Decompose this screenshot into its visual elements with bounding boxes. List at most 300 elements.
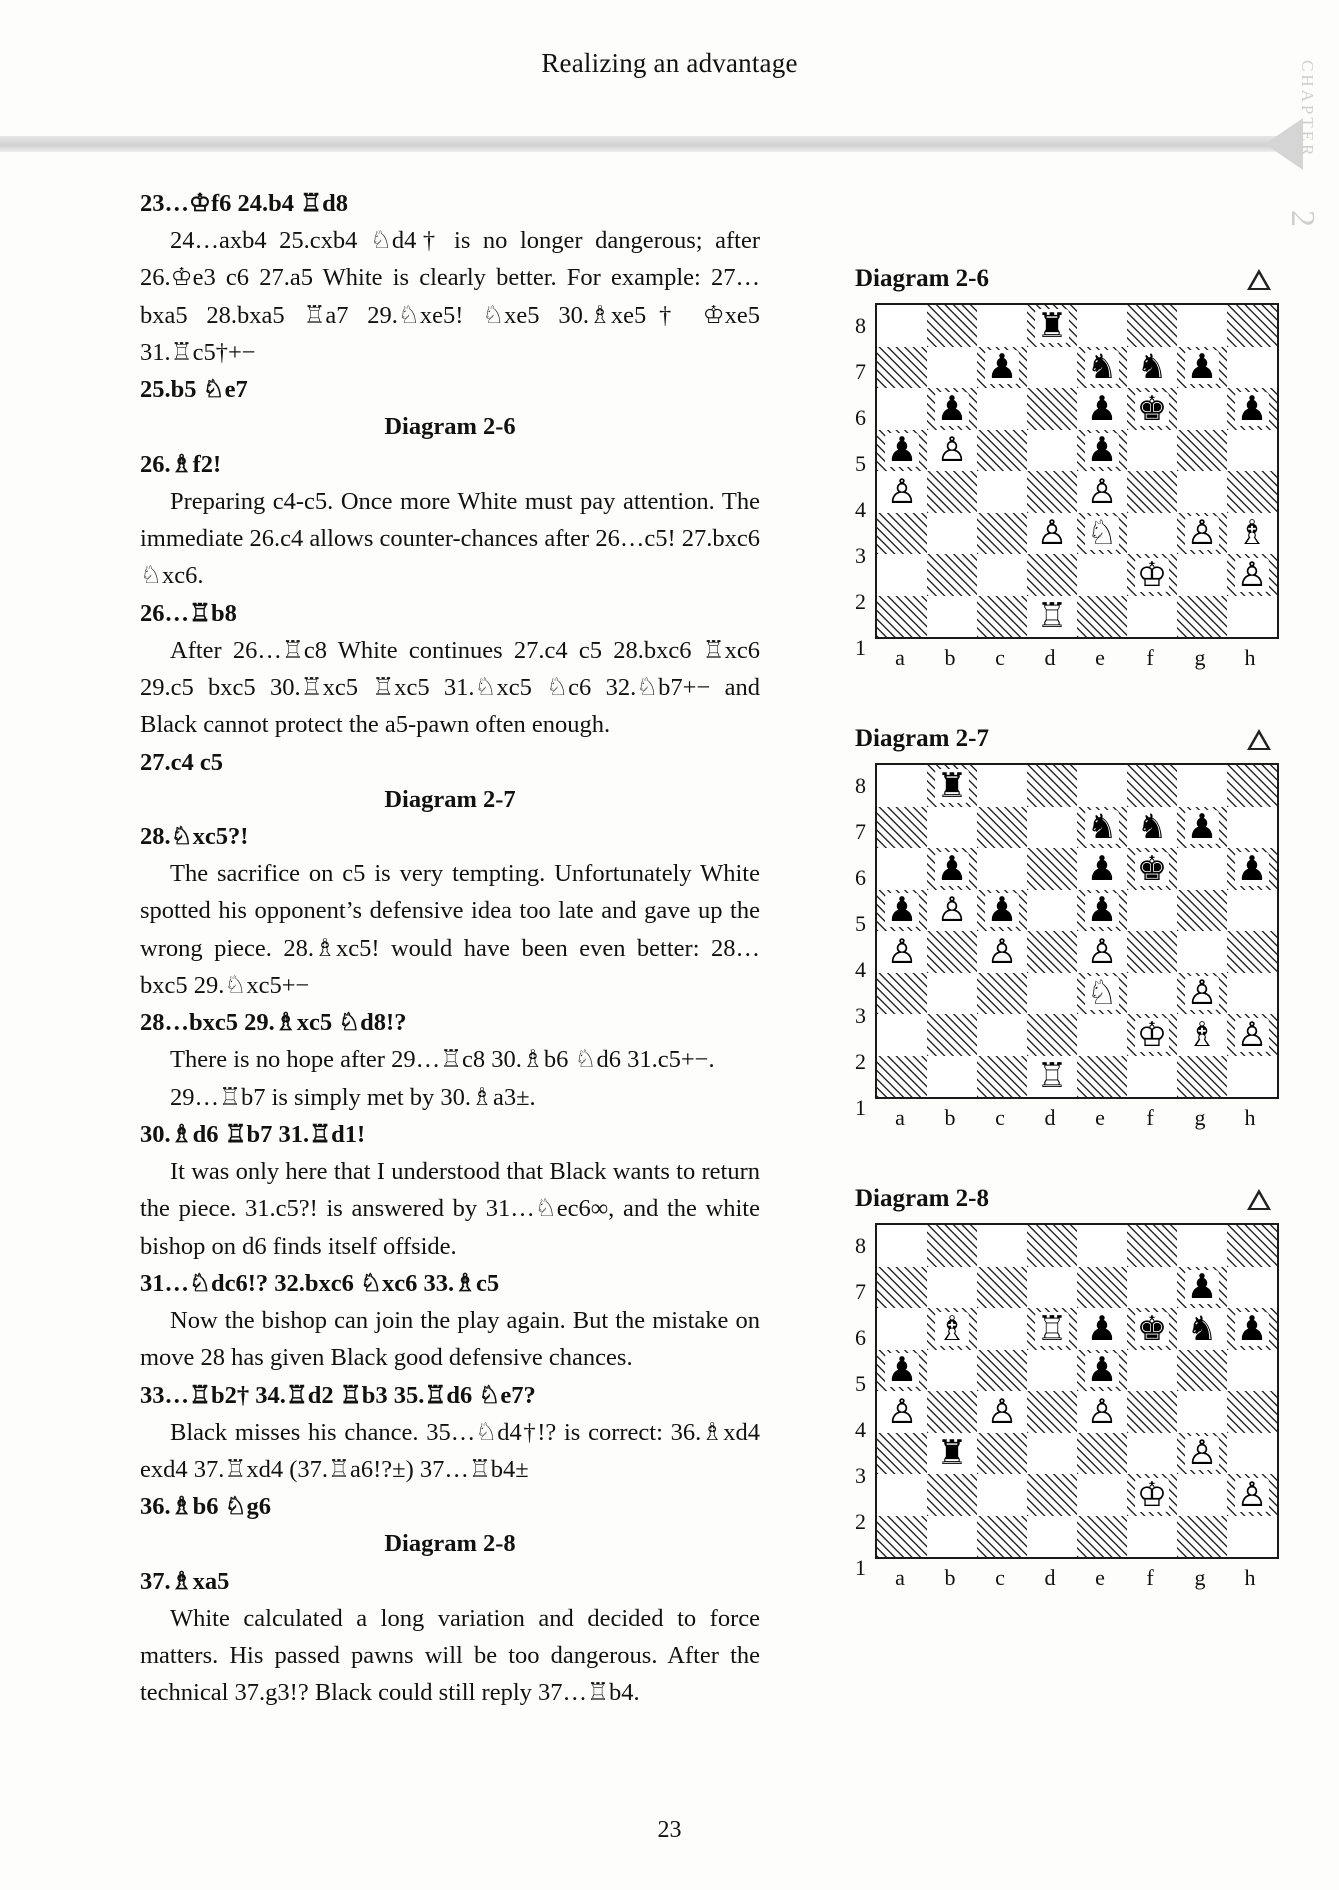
rank-label: 7 [855,1279,866,1305]
board-square [977,554,1027,596]
board-square [1027,1267,1077,1309]
board-square [977,931,1027,973]
board-square [1027,1350,1077,1392]
board-square [1027,1014,1077,1056]
board-square [1227,807,1277,849]
board-square [1077,347,1127,389]
chess-piece: ♖ [1036,1308,1068,1349]
rank-label: 4 [855,497,866,523]
board-square [1127,890,1177,932]
board-square [977,305,1027,347]
board-square [1227,1433,1277,1475]
board-square [927,1433,977,1475]
file-label: c [995,645,1005,670]
board-square [1027,807,1077,849]
board-square [1227,848,1277,890]
chess-piece: ♟ [986,347,1018,388]
chess-piece: ♟ [1236,848,1268,889]
chess-piece: ♙ [986,1391,1018,1432]
board-square [1077,1056,1127,1098]
board-square [1177,973,1227,1015]
board-square [1177,1225,1227,1267]
move-line: 28.♘xc5?! [140,822,249,850]
board-square [1177,388,1227,430]
board-square [877,554,927,596]
chess-piece: ♟ [886,430,918,471]
board-square [1227,513,1277,555]
chess-diagram [855,725,1275,1131]
board-square [977,1267,1027,1309]
rank-label: 8 [855,313,866,339]
board-square [927,554,977,596]
move-line: 26.♗f2! [140,450,222,478]
text-column [140,185,760,1712]
file-label: a [895,1565,905,1590]
board-square [1227,388,1277,430]
chapter-number: 2 [1284,210,1321,227]
file-label: e [1095,1565,1105,1590]
chess-piece: ♟ [886,890,918,931]
board-square [1127,554,1177,596]
board-square [877,513,927,555]
chess-piece: ♟ [1186,347,1218,388]
rank-label: 6 [855,865,866,891]
board-square [1127,1350,1177,1392]
board-square [977,890,1027,932]
move-line: 36.♗b6 ♘g6 [140,1493,272,1521]
board-square [1127,1391,1177,1433]
body-paragraph: Black misses his chance. 35…♘d4†!? is correct: 36.♗xd4 exd4 37.♖xd4 (37.♖a6!?±) 37…♖b4± [140,1418,760,1483]
board-square [1127,1225,1177,1267]
chess-piece: ♘ [1086,513,1118,554]
chess-piece: ♟ [1236,388,1268,429]
board-square [977,1516,1027,1558]
board-square [1227,1474,1277,1516]
board-square [977,1014,1027,1056]
chess-piece: ♙ [886,1391,918,1432]
move-line: 25.b5 ♘e7 [140,376,248,404]
board-square [1027,848,1077,890]
board-square [1177,554,1227,596]
rank-label: 2 [855,1509,866,1535]
board-square [927,1308,977,1350]
board-square [1177,1474,1227,1516]
rank-label: 8 [855,773,866,799]
board-square [1077,1350,1127,1392]
board-square [927,305,977,347]
board-square [1077,305,1127,347]
chess-piece: ♙ [886,931,918,972]
board-square [1177,1056,1227,1098]
board-square [977,1474,1027,1516]
move-line: 37.♗xa5 [140,1567,230,1595]
chess-piece: ♟ [986,890,1018,931]
board-square [877,305,927,347]
rank-label: 5 [855,451,866,477]
chess-piece: ♟ [1086,890,1118,931]
chess-piece: ♞ [1136,347,1168,388]
board-square [1027,1308,1077,1350]
chess-piece: ♔ [1136,1014,1168,1055]
chess-piece: ♟ [1186,807,1218,848]
chess-piece: ♟ [936,388,968,429]
diagram-caption: Diagram 2-8 [384,1530,516,1558]
board-square [1077,931,1127,973]
chess-diagram [855,1185,1275,1591]
board-square [877,931,927,973]
body-paragraph: The sacrifice on c5 is very tempting. Unfortunately White spotted his opponent’s defensive idea too late and gave up the wrong piece. 28.♗xc5! would have been even better: 28…bxc5 29.♘xc5+− [140,860,760,999]
chess-piece: ♟ [1236,1308,1268,1349]
move-line: 31…♘dc6!? 32.bxc6 ♘xc6 33.♗c5 [140,1269,500,1297]
board-square [877,347,927,389]
file-label: h [1244,1565,1256,1590]
board-square [1227,1014,1277,1056]
board-square [1127,1516,1177,1558]
diagram-caption: Diagram 2-6 [384,413,516,441]
rank-labels [855,1223,875,1591]
chess-piece: ♚ [1136,848,1168,889]
chess-piece: ♙ [886,471,918,512]
file-labels [875,645,1279,671]
board-square [877,388,927,430]
board-square [927,430,977,472]
chess-piece: ♗ [936,1308,968,1349]
board-square [1177,513,1227,555]
chess-piece: ♙ [1186,973,1218,1014]
chess-piece: ♜ [936,765,968,806]
board-square [1177,1391,1227,1433]
chess-diagram [855,265,1275,671]
move-line: 23…♔f6 24.b4 ♖d8 [140,190,348,217]
board-square [1127,430,1177,472]
board-square [1077,1225,1127,1267]
file-labels [875,1105,1279,1131]
file-label: c [995,1565,1005,1590]
board-square [977,388,1027,430]
board-square [1077,1267,1127,1309]
board-square [1227,1350,1277,1392]
board-square [1077,973,1127,1015]
chess-piece: ♔ [1136,554,1168,595]
diagram-title: Diagram 2-8 [855,1185,989,1212]
rank-label: 1 [855,1095,866,1121]
board-square [1227,1308,1277,1350]
board-square [877,890,927,932]
board-square [927,1516,977,1558]
board-square [927,347,977,389]
board-square [927,931,977,973]
board-square [877,973,927,1015]
chess-piece: ♙ [1236,554,1268,595]
chess-piece: ♙ [1236,1474,1268,1515]
file-label: d [1044,645,1056,670]
move-line: 28…bxc5 29.♗xc5 ♘d8!? [140,1009,407,1037]
board-square [1077,848,1127,890]
board-square [1077,1433,1127,1475]
board-square [1227,1516,1277,1558]
board-square [1027,1474,1077,1516]
board-square [1227,1225,1277,1267]
header-rule [0,136,1295,152]
board-square [877,1225,927,1267]
board-square [1027,305,1077,347]
chess-piece: ♞ [1136,807,1168,848]
board-square [1227,1391,1277,1433]
chess-piece: ♖ [1036,596,1068,637]
rank-label: 1 [855,1555,866,1581]
running-head: Realizing an advantage [541,48,798,78]
chess-piece: ♟ [1086,848,1118,889]
board-square [927,765,977,807]
body-paragraph: Preparing c4-c5. Once more White must pay attention. The immediate 26.c4 allows counter-chances after 26…c5! 27.bxc6 ♘xc6. [140,487,760,590]
board-square [877,596,927,638]
board-square [1027,1225,1077,1267]
rank-label: 1 [855,635,866,661]
board-square [1027,765,1077,807]
board-square [1177,596,1227,638]
board-square [927,513,977,555]
board-square [1127,848,1177,890]
board-square [977,807,1027,849]
board-square [1077,1474,1127,1516]
chess-piece: ♟ [936,848,968,889]
board-square [1027,430,1077,472]
board-square [1077,1391,1127,1433]
board-square [877,1014,927,1056]
board-square [1077,890,1127,932]
board-square [977,430,1027,472]
file-label: h [1244,1105,1256,1130]
chess-board [875,1223,1279,1559]
board-square [1027,973,1077,1015]
board-square [1027,471,1077,513]
move-line: 27.c4 c5 [140,748,223,776]
board-square [1077,807,1127,849]
file-label: h [1244,645,1256,670]
board-square [927,596,977,638]
body-paragraph: After 26…♖c8 White continues 27.c4 c5 28.bxc6 ♖xc6 29.c5 bxc5 30.♖xc5 ♖xc5 31.♘xc5 ♘c6 32.♘b7+− and Black cannot protect the a5-pawn often enough. [140,636,760,739]
file-label: f [1146,1105,1154,1130]
file-label: b [944,1565,956,1590]
file-label: e [1095,1105,1105,1130]
file-label: b [944,645,956,670]
chess-piece: ♟ [1086,1350,1118,1391]
board-square [1227,890,1277,932]
board-square [977,347,1027,389]
board-square [1177,931,1227,973]
chess-piece: ♖ [1036,1056,1068,1097]
file-label: g [1194,1105,1206,1130]
board-square [927,890,977,932]
board-square [1127,347,1177,389]
chess-piece: ♙ [1086,1391,1118,1432]
board-square [877,848,927,890]
file-label: g [1194,645,1206,670]
move-line: 30.♗d6 ♖b7 31.♖d1! [140,1120,366,1148]
board-square [877,1308,927,1350]
rank-label: 2 [855,589,866,615]
board-square [1127,1267,1177,1309]
rank-label: 6 [855,1325,866,1351]
board-square [877,430,927,472]
board-square [977,1433,1027,1475]
board-square [1127,596,1177,638]
board-square [1177,890,1227,932]
chess-piece: ♙ [1036,513,1068,554]
rank-labels [855,303,875,671]
board-square [877,1267,927,1309]
chess-piece: ♚ [1136,1308,1168,1349]
board-square [1027,1516,1077,1558]
chess-piece: ♞ [1086,807,1118,848]
board-square [877,1433,927,1475]
board-square [927,1391,977,1433]
chess-piece: ♗ [1236,513,1268,554]
move-line: 33…♖b2† 34.♖d2 ♖b3 35.♖d6 ♘e7? [140,1381,536,1409]
file-label: f [1146,645,1154,670]
board-square [1127,1433,1177,1475]
white-to-move-triangle-icon [1247,1189,1271,1210]
board-square [1127,1056,1177,1098]
page-number: 23 [657,1817,682,1843]
board-square [1177,430,1227,472]
chess-board [875,303,1279,639]
board-square [1027,388,1077,430]
board-square [1077,471,1127,513]
chess-piece: ♙ [1086,471,1118,512]
board-square [1027,890,1077,932]
chess-piece: ♜ [1036,305,1068,346]
board-square [977,765,1027,807]
board-square [927,1225,977,1267]
board-square [1077,1014,1127,1056]
board-square [1227,554,1277,596]
board-square [977,1225,1027,1267]
file-label: d [1044,1565,1056,1590]
board-square [1127,388,1177,430]
board-square [1027,596,1077,638]
chess-piece: ♜ [936,1433,968,1474]
board-square [1027,1056,1077,1098]
rank-label: 3 [855,543,866,569]
board-square [927,1014,977,1056]
board-square [1077,765,1127,807]
diagram-caption: Diagram 2-7 [384,785,516,813]
chess-piece: ♙ [1236,1014,1268,1055]
board-square [877,765,927,807]
file-label: a [895,1105,905,1130]
board-square [877,471,927,513]
rank-label: 2 [855,1049,866,1075]
file-label: b [944,1105,956,1130]
board-square [1227,347,1277,389]
board-square [1077,596,1127,638]
board-square [1227,765,1277,807]
board-square [977,1056,1027,1098]
board-square [877,1056,927,1098]
body-paragraph: 24…axb4 25.cxb4 ♘d4† is no longer dangerous; after 26.♔e3 c6 27.a5 White is clearly better. For example: 27…bxa5 28.bxa5 ♖a7 29.♘xe5! ♘xe5 30.♗xe5† ♔xe5 31.♖c5†+− [140,227,760,366]
chess-piece: ♞ [1086,347,1118,388]
board-square [1177,1350,1227,1392]
chess-piece: ♙ [936,890,968,931]
board-square [1227,305,1277,347]
chess-piece: ♟ [1086,388,1118,429]
board-square [1177,1516,1227,1558]
board-square [1127,765,1177,807]
board-square [1127,973,1177,1015]
board-square [1127,471,1177,513]
file-labels [875,1565,1279,1591]
board-square [1027,1433,1077,1475]
chess-piece: ♚ [1136,388,1168,429]
white-to-move-triangle-icon [1247,729,1271,750]
file-label: e [1095,645,1105,670]
board-square [927,471,977,513]
board-square [927,1056,977,1098]
board-square [977,513,1027,555]
chess-piece: ♟ [1086,430,1118,471]
board-square [877,807,927,849]
board-square [1227,931,1277,973]
chess-piece: ♘ [1086,973,1118,1014]
chess-piece: ♞ [1186,1308,1218,1349]
file-label: d [1044,1105,1056,1130]
rank-label: 7 [855,819,866,845]
rank-label: 6 [855,405,866,431]
board-square [1077,1308,1127,1350]
board-square [1127,1474,1177,1516]
board-square [1177,807,1227,849]
board-square [977,471,1027,513]
file-label: c [995,1105,1005,1130]
move-line: 26…♖b8 [140,599,237,627]
chess-piece: ♟ [886,1350,918,1391]
board-square [877,1391,927,1433]
board-square [977,596,1027,638]
chess-piece: ♔ [1136,1474,1168,1515]
board-square [1227,430,1277,472]
board-square [1177,1433,1227,1475]
board-square [1227,1267,1277,1309]
board-square [1027,931,1077,973]
board-square [1177,471,1227,513]
chess-piece: ♗ [1186,1014,1218,1055]
board-square [1127,513,1177,555]
board-square [1127,807,1177,849]
body-paragraph: It was only here that I understood that Black wants to return the piece. 31.c5?! is answered by 31…♘ec6∞, and the white bishop on d6 finds itself offside. [140,1158,760,1260]
rank-label: 3 [855,1003,866,1029]
diagram-title: Diagram 2-6 [855,265,989,292]
file-label: g [1194,1565,1206,1590]
rank-label: 4 [855,957,866,983]
board-square [1177,848,1227,890]
board-square [1127,931,1177,973]
board-square [1227,471,1277,513]
chess-piece: ♟ [1086,1308,1118,1349]
rank-label: 5 [855,1371,866,1397]
chess-piece: ♙ [936,430,968,471]
board-square [1177,765,1227,807]
chess-piece: ♟ [1186,1267,1218,1308]
board-square [1177,347,1227,389]
body-paragraph: There is no hope after 29…♖c8 30.♗b6 ♘d6 31.c5+−. [170,1046,715,1074]
board-square [877,1516,927,1558]
board-square [1177,1267,1227,1309]
board-square [1227,1056,1277,1098]
board-square [977,973,1027,1015]
board-square [1177,1014,1227,1056]
rank-label: 4 [855,1417,866,1443]
